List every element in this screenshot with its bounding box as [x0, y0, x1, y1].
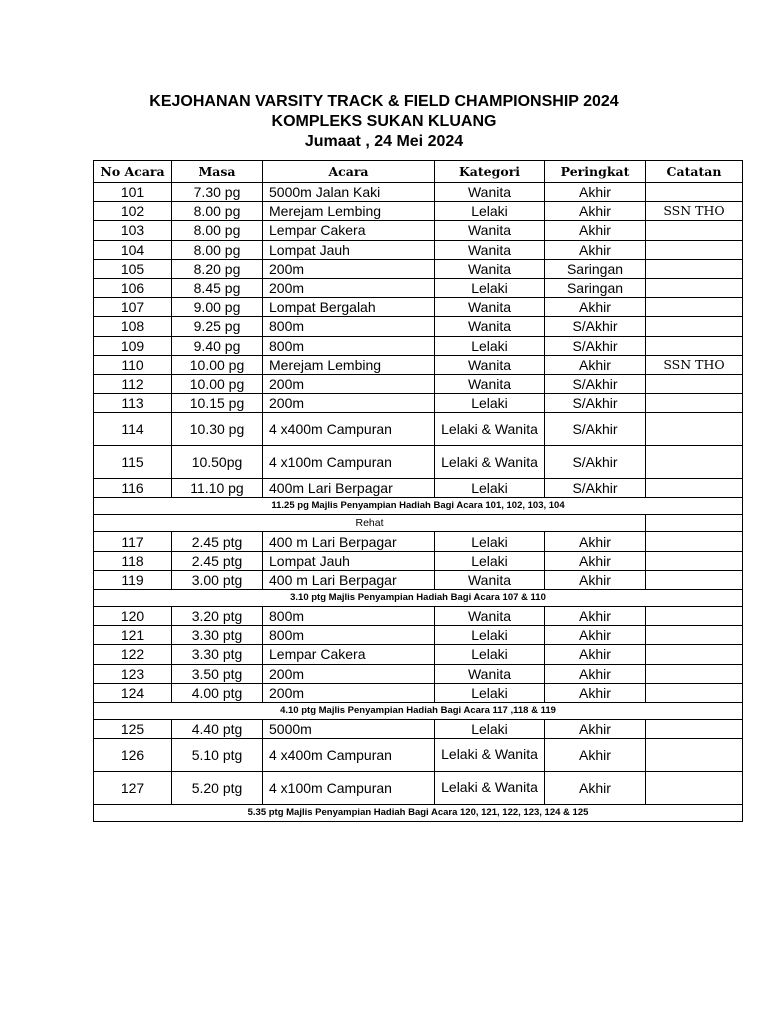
- table-row: [94, 183, 743, 202]
- event-category: Lelaki: [435, 479, 545, 498]
- event-name: Merejam Lembing: [263, 202, 435, 221]
- event-category: Wanita: [435, 298, 545, 317]
- event-remark: [646, 532, 743, 551]
- event-number: 106: [94, 278, 172, 297]
- event-category: Lelaki: [435, 626, 545, 645]
- event-stage: S/Akhir: [545, 394, 646, 413]
- event-remark: [646, 719, 743, 738]
- event-number: 124: [94, 683, 172, 702]
- event-category: Wanita: [435, 183, 545, 202]
- event-time: 8.00 pg: [172, 240, 263, 259]
- table-row: [94, 221, 743, 240]
- table-row: [94, 683, 743, 702]
- event-remark: [646, 394, 743, 413]
- event-time: 11.10 pg: [172, 479, 263, 498]
- event-stage: S/Akhir: [545, 413, 646, 446]
- ceremony-note-row: [94, 590, 743, 607]
- event-name: 200m: [263, 278, 435, 297]
- event-time: 5.10 ptg: [172, 739, 263, 772]
- event-number: 119: [94, 570, 172, 589]
- event-number: 107: [94, 298, 172, 317]
- event-remark: [646, 240, 743, 259]
- event-time: 5.20 ptg: [172, 772, 263, 805]
- table-row: [94, 719, 743, 738]
- event-category: Lelaki & Wanita: [435, 739, 545, 772]
- event-remark: [646, 772, 743, 805]
- event-remark: [646, 317, 743, 336]
- event-name: 200m: [263, 259, 435, 278]
- event-remark: SSN THO: [646, 355, 743, 374]
- event-number: 109: [94, 336, 172, 355]
- event-stage: S/Akhir: [545, 479, 646, 498]
- event-category: Lelaki: [435, 394, 545, 413]
- event-time: 2.45 ptg: [172, 532, 263, 551]
- table-row: [94, 355, 743, 374]
- event-number: 115: [94, 446, 172, 479]
- event-remark: [646, 683, 743, 702]
- event-time: 3.30 ptg: [172, 626, 263, 645]
- event-stage: Akhir: [545, 202, 646, 221]
- event-number: 122: [94, 645, 172, 664]
- event-category: Wanita: [435, 607, 545, 626]
- event-stage: Akhir: [545, 298, 646, 317]
- table-row: [94, 298, 743, 317]
- event-stage: Akhir: [545, 645, 646, 664]
- event-remark: SSN THO: [646, 202, 743, 221]
- event-time: 3.30 ptg: [172, 645, 263, 664]
- event-name: 800m: [263, 626, 435, 645]
- rehat-row: [94, 515, 743, 532]
- table-row: [94, 551, 743, 570]
- event-stage: Akhir: [545, 240, 646, 259]
- table-row: [94, 278, 743, 297]
- col-kategori: Kategori: [435, 161, 545, 183]
- event-name: 4 x100m Campuran: [263, 446, 435, 479]
- event-stage: Akhir: [545, 739, 646, 772]
- rehat-catatan-cell: [646, 515, 743, 532]
- event-category: Lelaki: [435, 532, 545, 551]
- event-stage: Akhir: [545, 570, 646, 589]
- col-catatan: Catatan: [646, 161, 743, 183]
- event-name: 4 x400m Campuran: [263, 413, 435, 446]
- event-time: 3.00 ptg: [172, 570, 263, 589]
- table-row: [94, 626, 743, 645]
- event-stage: S/Akhir: [545, 317, 646, 336]
- event-remark: [646, 374, 743, 393]
- event-name: Lempar Cakera: [263, 221, 435, 240]
- event-name: 5000m Jalan Kaki: [263, 183, 435, 202]
- event-remark: [646, 278, 743, 297]
- event-time: 9.25 pg: [172, 317, 263, 336]
- event-stage: Akhir: [545, 183, 646, 202]
- table-row: [94, 446, 743, 479]
- table-row: [94, 532, 743, 551]
- event-name: 4 x100m Campuran: [263, 772, 435, 805]
- event-name: 800m: [263, 336, 435, 355]
- venue-title: KOMPLEKS SUKAN KLUANG: [271, 113, 497, 130]
- table-row: [94, 413, 743, 446]
- table-row: [94, 570, 743, 589]
- event-number: 113: [94, 394, 172, 413]
- event-stage: Akhir: [545, 532, 646, 551]
- event-time: 10.00 pg: [172, 355, 263, 374]
- event-time: 2.45 ptg: [172, 551, 263, 570]
- event-name: Lompat Jauh: [263, 240, 435, 259]
- event-remark: [646, 446, 743, 479]
- event-number: 121: [94, 626, 172, 645]
- event-category: Lelaki & Wanita: [435, 413, 545, 446]
- event-number: 102: [94, 202, 172, 221]
- ceremony-note-row: [94, 805, 743, 822]
- table-row: [94, 202, 743, 221]
- ceremony-note: 5.35 ptg Majlis Penyampian Hadiah Bagi Acara 120, 121, 122, 123, 124 & 125: [94, 805, 743, 822]
- event-stage: S/Akhir: [545, 374, 646, 393]
- event-name: Lempar Cakera: [263, 645, 435, 664]
- event-category: Lelaki: [435, 278, 545, 297]
- event-number: 112: [94, 374, 172, 393]
- event-stage: Akhir: [545, 772, 646, 805]
- event-remark: [646, 570, 743, 589]
- table-row: [94, 664, 743, 683]
- event-stage: Saringan: [545, 278, 646, 297]
- event-category: Wanita: [435, 570, 545, 589]
- event-number: 105: [94, 259, 172, 278]
- event-name: 800m: [263, 317, 435, 336]
- event-category: Lelaki & Wanita: [435, 446, 545, 479]
- table-row: [94, 317, 743, 336]
- schedule-table: [93, 160, 743, 822]
- event-category: Lelaki: [435, 336, 545, 355]
- event-category: Wanita: [435, 317, 545, 336]
- event-time: 10.50pg: [172, 446, 263, 479]
- event-time: 8.20 pg: [172, 259, 263, 278]
- event-name: 200m: [263, 683, 435, 702]
- event-number: 108: [94, 317, 172, 336]
- event-number: 110: [94, 355, 172, 374]
- event-time: 3.20 ptg: [172, 607, 263, 626]
- event-time: 10.15 pg: [172, 394, 263, 413]
- event-category: Wanita: [435, 355, 545, 374]
- ceremony-note: 11.25 pg Majlis Penyampian Hadiah Bagi Acara 101, 102, 103, 104: [94, 498, 743, 515]
- event-number: 103: [94, 221, 172, 240]
- table-row: [94, 240, 743, 259]
- event-category: Lelaki: [435, 683, 545, 702]
- ceremony-note-row: [94, 702, 743, 719]
- table-row: [94, 394, 743, 413]
- event-time: 8.00 pg: [172, 202, 263, 221]
- event-name: Lompat Jauh: [263, 551, 435, 570]
- event-stage: Akhir: [545, 221, 646, 240]
- table-row: [94, 645, 743, 664]
- table-row: [94, 259, 743, 278]
- schedule-body: [94, 183, 743, 822]
- event-category: Wanita: [435, 240, 545, 259]
- event-time: 8.00 pg: [172, 221, 263, 240]
- event-stage: Akhir: [545, 664, 646, 683]
- col-no-acara: No Acara: [94, 161, 172, 183]
- event-number: 120: [94, 607, 172, 626]
- event-time: 8.45 pg: [172, 278, 263, 297]
- event-stage: Akhir: [545, 719, 646, 738]
- event-name: Lompat Bergalah: [263, 298, 435, 317]
- event-name: 400 m Lari Berpagar: [263, 570, 435, 589]
- event-number: 126: [94, 739, 172, 772]
- event-category: Wanita: [435, 664, 545, 683]
- event-name: 400m Lari Berpagar: [263, 479, 435, 498]
- event-number: 101: [94, 183, 172, 202]
- event-category: Lelaki: [435, 645, 545, 664]
- event-remark: [646, 626, 743, 645]
- event-remark: [646, 413, 743, 446]
- event-stage: Akhir: [545, 355, 646, 374]
- event-remark: [646, 645, 743, 664]
- document-header: [0, 92, 768, 152]
- event-remark: [646, 298, 743, 317]
- event-name: Merejam Lembing: [263, 355, 435, 374]
- event-number: 123: [94, 664, 172, 683]
- ceremony-note: 3.10 ptg Majlis Penyampian Hadiah Bagi Acara 107 & 110: [94, 590, 743, 607]
- event-name: 200m: [263, 394, 435, 413]
- event-time: 4.00 ptg: [172, 683, 263, 702]
- event-number: 104: [94, 240, 172, 259]
- event-remark: [646, 739, 743, 772]
- col-masa: Masa: [172, 161, 263, 183]
- event-number: 114: [94, 413, 172, 446]
- table-row: [94, 479, 743, 498]
- event-name: 200m: [263, 374, 435, 393]
- event-remark: [646, 664, 743, 683]
- event-time: 9.40 pg: [172, 336, 263, 355]
- table-header-row: [94, 161, 743, 183]
- event-number: 116: [94, 479, 172, 498]
- event-remark: [646, 336, 743, 355]
- event-time: 7.30 pg: [172, 183, 263, 202]
- col-acara: Acara: [263, 161, 435, 183]
- table-row: [94, 607, 743, 626]
- event-stage: Akhir: [545, 607, 646, 626]
- ceremony-note-row: [94, 498, 743, 515]
- event-number: 125: [94, 719, 172, 738]
- event-stage: Akhir: [545, 551, 646, 570]
- event-stage: S/Akhir: [545, 446, 646, 479]
- event-number: 118: [94, 551, 172, 570]
- event-category: Lelaki & Wanita: [435, 772, 545, 805]
- table-row: [94, 772, 743, 805]
- ceremony-note: 4.10 ptg Majlis Penyampian Hadiah Bagi Acara 117 ,118 & 119: [94, 702, 743, 719]
- table-row: [94, 336, 743, 355]
- event-category: Wanita: [435, 221, 545, 240]
- event-time: 9.00 pg: [172, 298, 263, 317]
- event-number: 127: [94, 772, 172, 805]
- event-remark: [646, 479, 743, 498]
- event-time: 4.40 ptg: [172, 719, 263, 738]
- event-name: 200m: [263, 664, 435, 683]
- event-stage: S/Akhir: [545, 336, 646, 355]
- event-time: 3.50 ptg: [172, 664, 263, 683]
- event-name: 5000m: [263, 719, 435, 738]
- col-peringkat: Peringkat: [545, 161, 646, 183]
- event-stage: Akhir: [545, 683, 646, 702]
- event-stage: Saringan: [545, 259, 646, 278]
- rehat-label: Rehat: [94, 515, 646, 532]
- table-row: [94, 374, 743, 393]
- event-stage: Akhir: [545, 626, 646, 645]
- event-remark: [646, 607, 743, 626]
- event-remark: [646, 551, 743, 570]
- event-name: 800m: [263, 607, 435, 626]
- event-number: 117: [94, 532, 172, 551]
- event-category: Lelaki: [435, 719, 545, 738]
- event-time: 10.00 pg: [172, 374, 263, 393]
- event-remark: [646, 259, 743, 278]
- event-name: 400 m Lari Berpagar: [263, 532, 435, 551]
- event-category: Lelaki: [435, 202, 545, 221]
- event-category: Wanita: [435, 259, 545, 278]
- table-row: [94, 739, 743, 772]
- date-title: Jumaat , 24 Mei 2024: [304, 133, 464, 150]
- event-remark: [646, 221, 743, 240]
- event-category: Wanita: [435, 374, 545, 393]
- event-category: Lelaki: [435, 551, 545, 570]
- event-time: 10.30 pg: [172, 413, 263, 446]
- championship-title: KEJOHANAN VARSITY TRACK & FIELD CHAMPIONSHIP 2024: [149, 93, 619, 110]
- event-remark: [646, 183, 743, 202]
- event-name: 4 x400m Campuran: [263, 739, 435, 772]
